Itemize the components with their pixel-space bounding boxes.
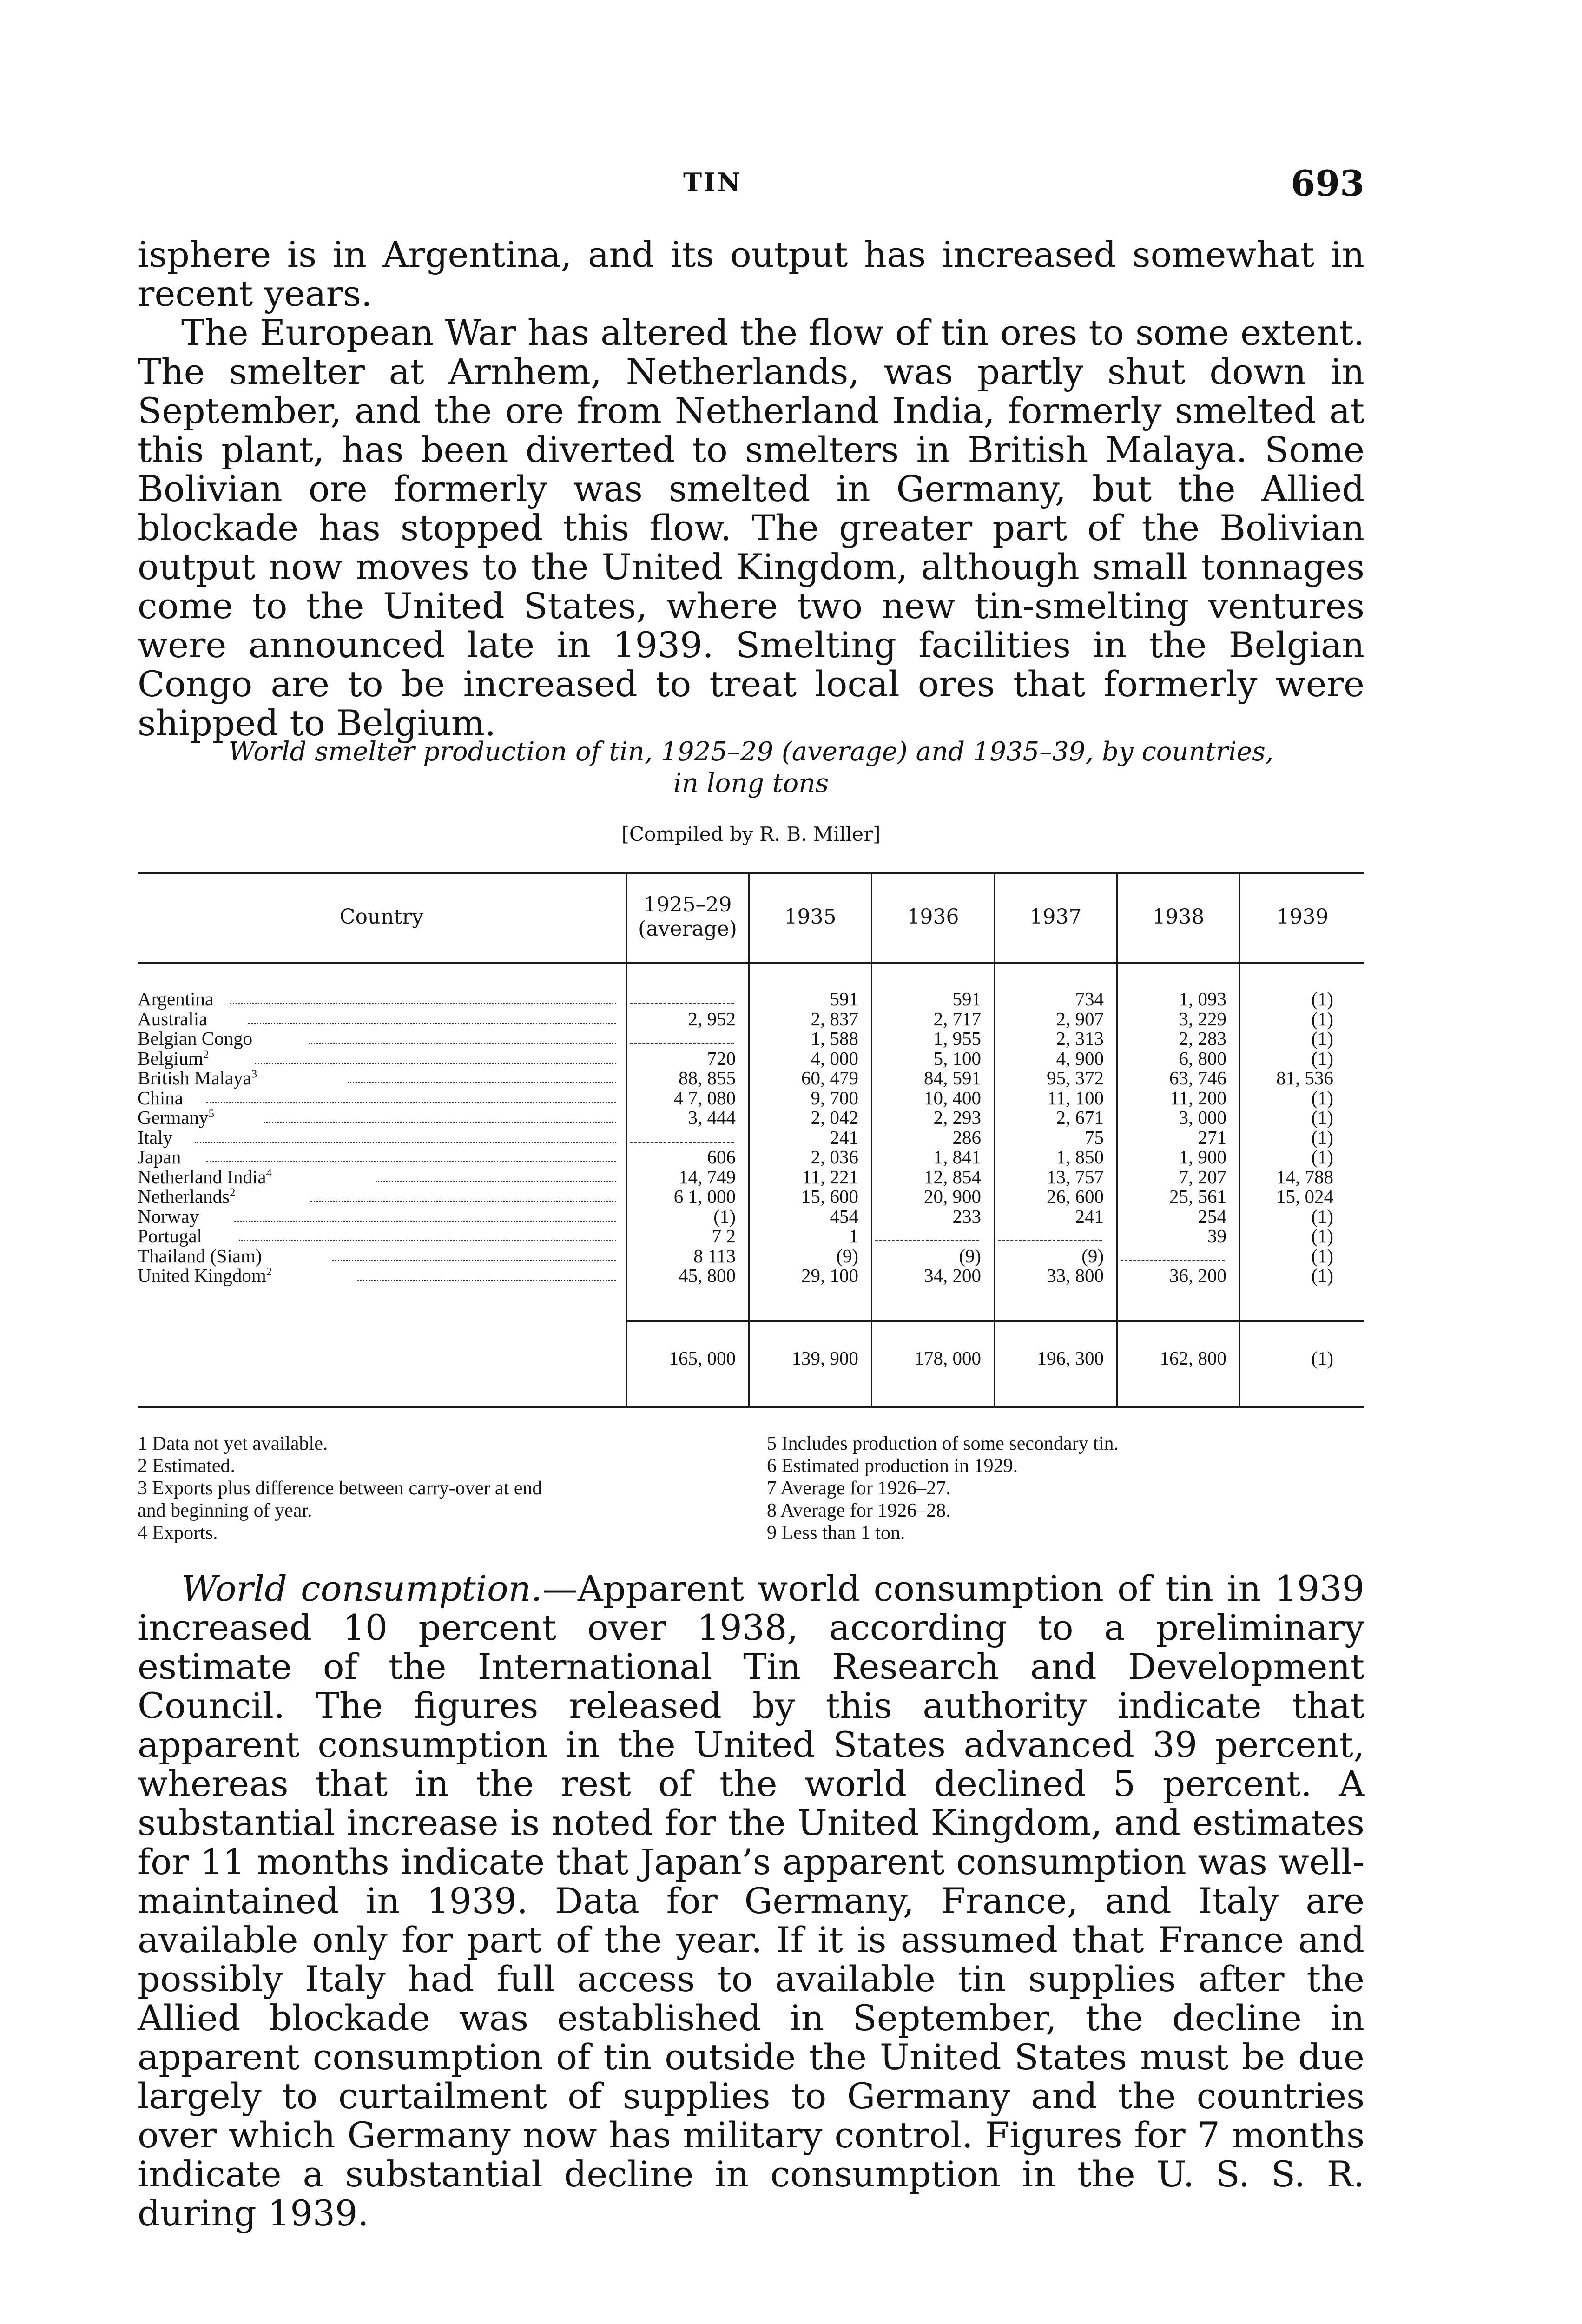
cell-1935: 241 [830,1126,858,1148]
cell-1935: 454 [830,1205,858,1227]
cell-1938: 25, 561 [1169,1186,1226,1207]
table-row [138,1147,1364,1167]
cell-1939: 14, 788 [1276,1166,1333,1188]
cell-1936: 591 [952,988,981,1010]
footnote-marker: 4 [266,1166,272,1179]
cell-1937: 734 [1075,988,1104,1010]
country-name: Norway [138,1205,199,1227]
dot-leader [206,1161,616,1162]
footnote-marker: 3 [251,1068,257,1081]
table-row [138,989,1364,1009]
footnote: 7 Average for 1926–27. [767,1478,951,1499]
table-caption [138,736,1364,799]
footnote: 4 Exports. [138,1522,218,1544]
total-1935: 139, 900 [791,1347,858,1369]
empty-cell-dash [630,1043,734,1044]
header-average-label: (average) [638,917,737,941]
cell-1937: 241 [1075,1205,1104,1227]
country-name: Netherland India$^4$ [138,1166,272,1188]
header-country: Country [339,905,424,929]
cell-1935: (9) [836,1245,858,1267]
total-1936: 178, 000 [914,1347,981,1369]
cell-1937: 75 [1085,1126,1104,1148]
paragraph-continued-line: isphere is in Argentina, and its output has increased somewhat in [138,234,1364,275]
total-1937: 196, 300 [1037,1347,1104,1369]
consumption-text: —Apparent world consumption of tin in 1939 increased 10 percent over 1938, according to a preliminary estimate of the International Tin Research and Development Council. The figures released by this authority indicate that apparent consumption in the United States advanced 39 percent, whereas that in the rest of the world declined 5 percent. A substantial increase is noted for the United Kingdom, and estimates for 11 months indicate that Japan’s apparent consumption was well-maintained in 1939. Data for Germany, France, and Italy are available only for part of the year. If it is assumed that France and possibly Italy had full access to available tin supplies after the Allied blockade was established in September, the decline in apparent consumption of tin outside the United States must be due largely to curtailment of supplies to Germany and the countries over which Germany now has military control. Figures for 7 months indicate a substantial decline in consumption in the U. S. S. R. during 1939. [138,1568,1364,2234]
header-1935: 1935 [784,905,837,929]
cell-1936: 233 [952,1205,981,1227]
cell-1936: 1, 955 [933,1028,981,1049]
total-1938: 162, 800 [1160,1347,1226,1369]
cell-1935: 11, 221 [802,1166,858,1188]
cell-1938: 36, 200 [1169,1265,1226,1286]
production-table [138,872,1364,1408]
dot-leader [234,1221,616,1222]
cell-1935: 15, 600 [801,1186,858,1207]
table-row [138,1187,1364,1207]
country-name: Australia [138,1008,208,1030]
footnote-marker: 2 [203,1048,209,1061]
country-name: China [138,1087,183,1109]
cell-1936: 286 [952,1126,981,1148]
empty-cell-dash [1121,1260,1225,1261]
table-bottom-rule [138,1406,1364,1408]
cell-average: 6 1, 000 [673,1186,736,1207]
country-name: Italy [138,1126,173,1148]
cell-1937: 13, 757 [1047,1166,1104,1188]
cell-1937: (9) [1081,1245,1104,1267]
cell-1936: (9) [959,1245,981,1267]
cell-1938: 7, 207 [1179,1166,1226,1188]
intro-paragraphs [138,235,1364,743]
table-row [138,1266,1364,1286]
cell-1938: 3, 229 [1179,1008,1226,1030]
empty-cell-dash [630,1142,734,1143]
cell-1938: 254 [1198,1205,1226,1227]
country-name: Thailand (Siam) [138,1245,262,1267]
cell-average: 45, 800 [679,1265,736,1286]
cell-1935: 2, 042 [811,1107,858,1128]
dot-leader [264,1122,616,1123]
footnote: 2 Estimated. [138,1455,235,1477]
dot-leader [332,1260,616,1261]
dot-leader [255,1063,616,1064]
cell-1935: 2, 036 [811,1146,858,1168]
table-caption-line: in long tons [673,768,829,799]
cell-average: 4 7, 080 [673,1087,736,1109]
dot-leader [348,1082,616,1083]
table-row [138,1207,1364,1227]
cell-1937: 26, 600 [1047,1186,1104,1207]
table-row [138,1009,1364,1029]
table-total-rule [626,1320,1364,1322]
cell-1938: 271 [1198,1126,1226,1148]
cell-1939: (1) [1311,1146,1333,1168]
cell-1936: 2, 293 [933,1107,981,1128]
footnote: 1 Data not yet available. [138,1433,328,1454]
cell-1938: 39 [1207,1225,1226,1247]
table-row [138,1029,1364,1049]
cell-1936: 1, 841 [933,1146,981,1168]
cell-1937: 2, 907 [1056,1008,1104,1030]
world-consumption-paragraph [138,1569,1364,2233]
footnotes-right [767,1433,1364,1544]
footnote: 6 Estimated production in 1929. [767,1455,1018,1477]
paragraph-continued-line: recent years. [138,273,373,314]
total-1939: (1) [1311,1347,1333,1369]
cell-average: 720 [707,1047,736,1069]
table-row [138,1167,1364,1187]
country-name: Argentina [138,988,214,1010]
cell-1939: (1) [1311,1087,1333,1109]
cell-average: 7 2 [712,1225,736,1247]
country-name: Japan [138,1146,181,1168]
total-average: 165, 000 [669,1347,736,1369]
cell-1935: 1 [849,1225,858,1247]
cell-1939: (1) [1311,1008,1333,1030]
cell-1935: 60, 479 [801,1067,858,1089]
table-row [138,1226,1364,1246]
cell-1939: (1) [1311,1205,1333,1227]
dot-leader [195,1142,616,1143]
footnote: 8 Average for 1926–28. [767,1500,951,1521]
header-1936: 1936 [907,905,959,929]
running-header [138,163,1364,204]
country-name: British Malaya$^3$ [138,1067,257,1089]
footnote: 3 Exports plus difference between carry-over at end [138,1478,542,1499]
cell-1936: 2, 717 [933,1008,981,1030]
footnote: 9 Less than 1 ton. [767,1522,905,1544]
empty-cell-dash [875,1240,979,1241]
dot-leader [357,1280,616,1281]
dot-leader [248,1023,616,1024]
country-name: Germany$^5$ [138,1107,214,1128]
compiled-by-note: [Compiled by R. B. Miller] [621,823,881,845]
cell-1935: 2, 837 [811,1008,858,1030]
european-war-paragraph: The European War has altered the flow of tin ores to some extent. The smelter at Arnhem, Netherlands, was partly shut down in September, and the ore from Netherland India, formerly smelted at this plant, has been diverted to smelters in British Malaya. Some Bolivian ore formerly was smelted in Germany, but the Allied blockade has stopped this flow. The greater part of the Bolivian output now moves to the United Kingdom, although small tonnages come to the United States, where two new tin-smelting ventures were announced late in 1939. Smelting facilities in the Belgian Congo are to be increased to treat local ores that formerly were shipped to Belgium. [138,312,1364,744]
cell-average: (1) [713,1205,736,1227]
running-title: TIN [683,167,742,197]
cell-1939: (1) [1311,1245,1333,1267]
cell-1938: 1, 900 [1179,1146,1226,1168]
cell-1935: 29, 100 [801,1265,858,1286]
table-row [138,1108,1364,1128]
cell-1937: 33, 800 [1047,1265,1104,1286]
table-body [138,989,1364,1286]
country-name: Netherlands$^2$ [138,1186,236,1207]
footnote-marker: 5 [208,1107,214,1120]
totals-row [138,1347,1364,1375]
cell-1937: 95, 372 [1047,1067,1104,1089]
cell-1938: 3, 000 [1179,1107,1226,1128]
dot-leader [206,1102,616,1103]
cell-1936: 5, 100 [933,1047,981,1069]
empty-cell-dash [630,1003,734,1004]
cell-average: 2, 952 [688,1008,736,1030]
empty-cell-dash [998,1240,1102,1241]
cell-1938: 63, 746 [1169,1067,1226,1089]
cell-1939: (1) [1311,1126,1333,1148]
header-1939: 1939 [1276,905,1329,929]
cell-1938: 1, 093 [1179,988,1226,1010]
cell-1936: 34, 200 [924,1265,981,1286]
table-row [138,1246,1364,1266]
header-average-years: 1925–29 [643,893,732,917]
table-row [138,1049,1364,1069]
footnote-marker: 2 [266,1265,272,1278]
country-name: Belgium$^2$ [138,1047,209,1069]
cell-1937: 11, 100 [1047,1087,1104,1109]
cell-1939: 81, 536 [1276,1067,1333,1089]
table-header-rule [138,962,1364,964]
cell-1936: 84, 591 [924,1067,981,1089]
cell-1938: 2, 283 [1179,1028,1226,1049]
cell-1935: 4, 000 [811,1047,858,1069]
footnote-marker: 2 [230,1186,236,1199]
cell-average: 3, 444 [688,1107,736,1128]
footnotes-left [138,1433,746,1544]
country-name: United Kingdom$^2$ [138,1265,272,1286]
cell-1936: 10, 400 [924,1087,981,1109]
table-row [138,1088,1364,1108]
cell-1935: 591 [830,988,858,1010]
footnote: and beginning of year. [138,1500,312,1521]
cell-1937: 4, 900 [1056,1047,1104,1069]
cell-1937: 2, 671 [1056,1107,1104,1128]
country-name: Portugal [138,1225,202,1247]
cell-average: 606 [707,1146,736,1168]
cell-1935: 1, 588 [811,1028,858,1049]
header-average [627,872,748,962]
country-name: Belgian Congo [138,1028,253,1049]
header-1938: 1938 [1152,905,1205,929]
dot-leader [239,1240,616,1241]
cell-1936: 12, 854 [924,1166,981,1188]
footnote: 5 Includes production of some secondary tin. [767,1433,1119,1454]
table-caption-line: World smelter production of tin, 1925–29 (average) and 1935–39, by countries, [228,737,1274,767]
cell-1938: 6, 800 [1179,1047,1226,1069]
cell-1939: (1) [1311,1047,1333,1069]
cell-1937: 1, 850 [1056,1146,1104,1168]
header-1937: 1937 [1029,905,1082,929]
cell-1935: 9, 700 [811,1087,858,1109]
cell-1936: 20, 900 [924,1186,981,1207]
dot-leader [309,1043,616,1044]
cell-1938: 11, 200 [1170,1087,1226,1109]
page-number: 693 [1291,163,1364,204]
cell-1939: (1) [1311,1107,1333,1128]
cell-1937: 2, 313 [1056,1028,1104,1049]
cell-average: 88, 855 [679,1067,736,1089]
table-row [138,1128,1364,1148]
section-lead: World consumption. [181,1568,542,1609]
cell-1939: (1) [1311,988,1333,1010]
dot-leader [376,1181,616,1182]
cell-1939: 15, 024 [1276,1186,1333,1207]
cell-average: 8 113 [693,1245,736,1267]
cell-1939: (1) [1311,1225,1333,1247]
cell-1939: (1) [1311,1028,1333,1049]
table-row [138,1068,1364,1088]
cell-average: 14, 749 [679,1166,736,1188]
dot-leader [230,1003,616,1004]
cell-1939: (1) [1311,1265,1333,1286]
dot-leader [310,1201,616,1202]
